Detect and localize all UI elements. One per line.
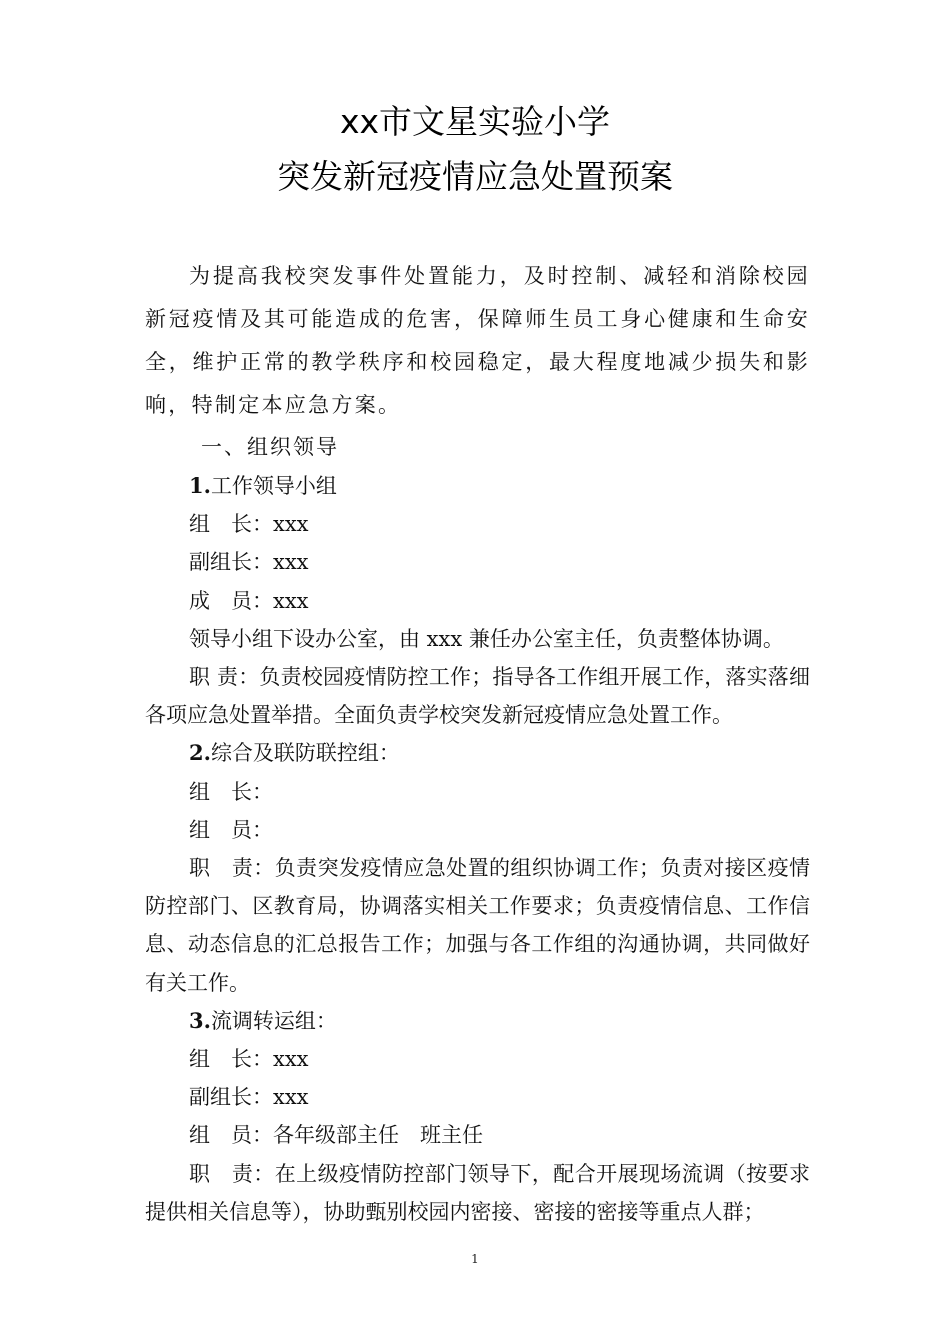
group1-duty: 职 责：负责校园疫情防控工作；指导各工作组开展工作，落实落细各项应急处置举措。全面负责学校突发新冠疫情应急处置工作。 [145, 665, 810, 728]
group1-members: 成 员：xxx [189, 588, 309, 613]
group2-title-text: 综合及联防联控组： [210, 741, 400, 766]
group3-title [145, 1002, 810, 1040]
group1-deputy: 副组长：xxx [189, 550, 309, 575]
group2-members: 组 员： [189, 817, 273, 842]
document-title-school: xx市文星实验小学 [339, 102, 611, 141]
group1-title-text: 工作领导小组 [210, 474, 337, 498]
page-number: 1 [471, 1252, 479, 1266]
document-title-plan: 突发新冠疫情应急处置预案 [277, 157, 673, 196]
group1-office: 领导小组下设办公室，由 xxx 兼任办公室主任，负责整体协调。 [189, 626, 784, 651]
group2-number: 2. [189, 740, 211, 766]
group1-leader: 组 长：xxx [189, 512, 309, 537]
group3-members: 组 员：各年级部主任 班主任 [189, 1123, 483, 1148]
intro-paragraph: 为提高我校突发事件处置能力，及时控制、减轻和消除校园新冠疫情及其可能造成的危害，保障师生员工身心健康和生命安全，维护正常的教学秩序和校园稳定，最大程度地减少损失和影响，特制定本应急方案。 [145, 264, 810, 417]
group2-title [145, 734, 810, 772]
group3-title-text: 流调转运组： [210, 1008, 337, 1033]
group1-title [145, 467, 810, 505]
group3-number: 3. [189, 1007, 211, 1033]
group3-deputy: 副组长：xxx [189, 1085, 309, 1110]
section-heading-organization: 一、组织领导 [201, 435, 339, 459]
group2-duty: 职 责：负责突发疫情应急处置的组织协调工作；负责对接区疫情防控部门、区教育局，协调落实相关工作要求；负责疫情信息、工作信息、动态信息的汇总报告工作；加强与各工作组的沟通协调，共同做好有关工作。 [145, 856, 810, 995]
group1-number: 1. [189, 473, 211, 498]
group3-leader: 组 长：xxx [189, 1047, 309, 1072]
document-body [145, 255, 810, 1231]
group2-leader: 组 长： [189, 779, 273, 804]
group3-duty: 职 责：在上级疫情防控部门领导下，配合开展现场流调（按要求提供相关信息等），协助甄别校园内密接、密接的密接等重点人群； [145, 1161, 810, 1224]
